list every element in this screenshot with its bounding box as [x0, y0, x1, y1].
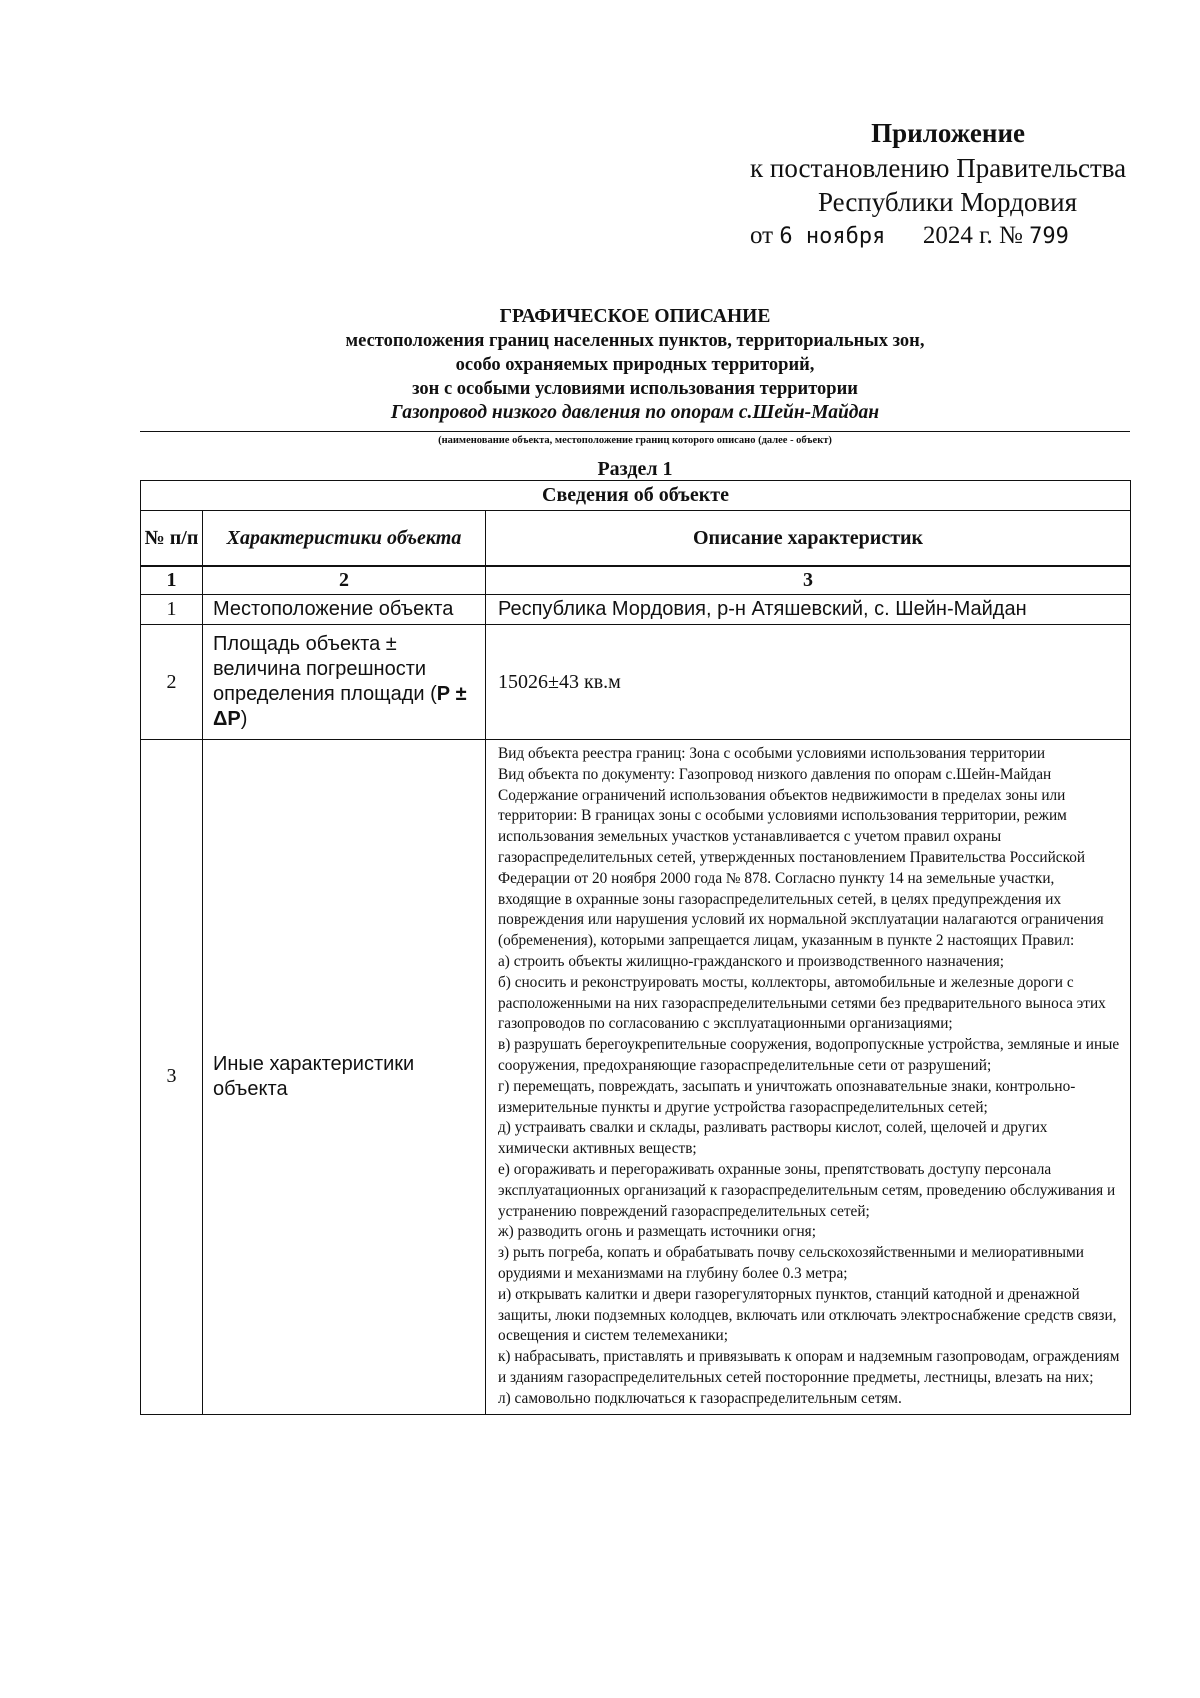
- column-number: 1: [141, 566, 203, 595]
- date-day-month: 6 ноября: [779, 224, 886, 249]
- appendix-line-2: Республики Мордовия: [818, 187, 1078, 217]
- heading-main: ГРАФИЧЕСКОЕ ОПИСАНИЕ: [499, 306, 771, 327]
- description-paragraph: г) перемещать, повреждать, засыпать и уничтожать опознавательные знаки, контрольно-измерительные пункты и другие устройства газораспределительных сетей;: [498, 1077, 1076, 1116]
- object-info-table: [140, 480, 1131, 1415]
- row-characteristic: Местоположение объекта: [203, 595, 486, 625]
- description-paragraph: в) разрушать берегоукрепительные сооружения, водопропускные устройства, земляные и иные сооружения, предохраняющие газораспределительные сети от разрушений;: [498, 1036, 1120, 1074]
- date-prefix: от: [750, 222, 774, 249]
- object-caption: (наименование объекта, местоположение границ которого описано (далее - объект): [438, 435, 832, 446]
- header-description: Описание характеристик: [486, 511, 1131, 567]
- heading-line-1: местоположения границ населенных пунктов, территориальных зон,: [345, 331, 925, 351]
- description-paragraph: ж) разводить огонь и размещать источники огня;: [498, 1223, 816, 1241]
- area-formula: Р ± ΔР: [213, 683, 467, 730]
- description-paragraph: а) строить объекты жилищно-гражданского и производственного назначения;: [498, 952, 1005, 970]
- row-number: 2: [141, 625, 203, 740]
- row-characteristic: Иные характеристики объекта: [203, 740, 486, 1415]
- header-number: № п/п: [141, 511, 203, 567]
- description-paragraph: е) огораживать и перегораживать охранные зоны, препятствовать доступу персонала эксплуатационных организаций к газораспределительным сетям, проведению обслуживания и устранению повреждений газораспределительных сетей;: [498, 1160, 1116, 1220]
- column-number-row: [141, 566, 1131, 595]
- appendix-block: [730, 115, 1150, 254]
- row-number: 3: [141, 740, 203, 1415]
- appendix-date-line: [730, 219, 1150, 254]
- object-name-underline: [140, 431, 1130, 432]
- row-number: 1: [141, 595, 203, 625]
- description-paragraph: Вид объекта по документу: Газопровод низкого давления по опорам с.Шейн-Майдан: [498, 765, 1052, 783]
- table-caption-row: [141, 481, 1131, 511]
- description-paragraph: к) набрасывать, приставлять и привязывать к опорам и надземным газопроводам, ограждениям и зданиям газораспределительных сетей посторонние предметы, лестницы, влезать на них;: [498, 1348, 1120, 1386]
- area-label: Площадь объекта ± величина погрешности определения площади (: [213, 633, 437, 705]
- header-characteristics: Характеристики объекта: [203, 511, 486, 567]
- column-number: 3: [486, 566, 1131, 595]
- description-paragraph: Вид объекта реестра границ: Зона с особыми условиями использования территории: [498, 745, 1046, 762]
- description-paragraph: з) рыть погреба, копать и обрабатывать почву сельскохозяйственными и мелиоративными орудиями и механизмами на глубину более 0.3 метра;: [498, 1244, 1084, 1282]
- description-paragraph: и) открывать калитки и двери газорегуляторных пунктов, станций катодной и дренажной защиты, люки подземных колодцев, включать или отключать электроснабжение средств связи, освещения и систем телемеханики;: [498, 1285, 1117, 1345]
- appendix-title: Приложение: [871, 118, 1025, 148]
- description-paragraph: л) самовольно подключаться к газораспределительным сетям.: [498, 1389, 902, 1407]
- section-title: Раздел 1: [597, 458, 673, 480]
- row-characteristic: [203, 625, 486, 740]
- row-description: [486, 740, 1131, 1415]
- description-paragraph: Содержание ограничений использования объектов недвижимости в пределах зоны или территории: В границах зоны с особыми условиями использования территории, режим использования земельных участков устанавливается с учетом правил охраны газораспределительных сетей, утвержденных постановлением Правительства Российской Федерации от 20 ноября 2000 года № 878. Согласно пункту 14 на земельные участки, входящие в охранные зоны газораспределительных сетей, в целях предупреждения их повреждения или нарушения условий их нормальной эксплуатации налагаются ограничения (обременения), которыми запрещается лицам, указанным в пункте 2 настоящих Правил:: [498, 786, 1104, 950]
- heading-line-2: особо охраняемых природных территорий,: [455, 355, 815, 375]
- heading-line-3: зон с особыми условиями использования территории: [412, 379, 858, 399]
- table-row: [141, 625, 1131, 740]
- document-heading: [140, 305, 1130, 425]
- column-number: 2: [203, 566, 486, 595]
- date-year: 2024 г. №: [922, 222, 1023, 249]
- description-paragraph: б) сносить и реконструировать мосты, коллекторы, автомобильные и железные дороги с расположенными на них газораспределительными сетями без предварительного выноса этих газопроводов по согласованию с эксплуатационными организациями;: [498, 973, 1106, 1033]
- row-value: 15026±43 кв.м: [486, 625, 1131, 740]
- table-row: [141, 740, 1131, 1415]
- table-caption: Сведения об объекте: [141, 481, 1131, 511]
- appendix-line-1: к постановлению Правительства: [750, 153, 1127, 183]
- row-value: Республика Мордовия, р-н Атяшевский, с. Шейн-Майдан: [486, 595, 1131, 625]
- table-header-row: [141, 511, 1131, 567]
- object-name: Газопровод низкого давления по опорам с.Шейн-Майдан: [390, 402, 880, 423]
- date-number: 799: [1029, 224, 1069, 249]
- table-row: [141, 595, 1131, 625]
- description-paragraph: д) устраивать свалки и склады, разливать растворы кислот, солей, щелочей и других химически активных веществ;: [498, 1119, 1048, 1158]
- area-label-end: ): [240, 708, 248, 730]
